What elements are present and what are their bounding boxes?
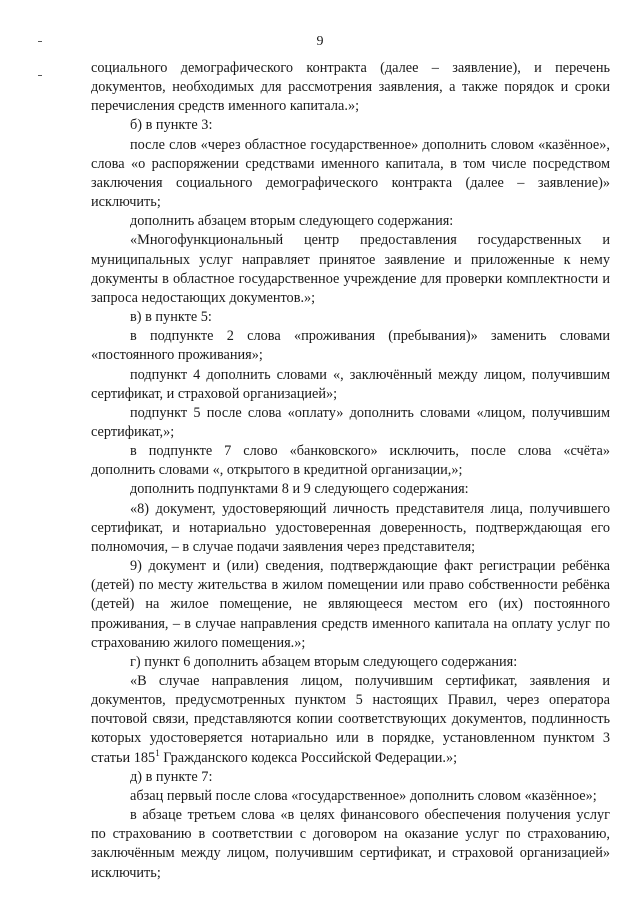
paragraph <box>91 672 610 768</box>
paragraph: в) в пункте 5: <box>130 309 212 326</box>
scan-mark <box>38 75 42 76</box>
paragraph: «8) документ, удостоверяющий личность представителя лица, получившего сертификат, и нотариально удостоверенная доверенность, подтверждающая его полномочия, – в случае подачи заявления через представителя; <box>91 500 610 555</box>
paragraph: социального демографического контракта (далее – заявление), и перечень документов, необходимых для рассмотрения заявления, а также порядок и сроки перечисления средств именного капитала.»; <box>91 60 610 115</box>
paragraph: дополнить подпунктами 8 и 9 следующего содержания: <box>130 481 469 498</box>
paragraph: 9) документ и (или) сведения, подтверждающие факт регистрации ребёнка (детей) по месту жительства в жилом помещении или право собственности ребёнка (детей) на жилое помещение, не являющееся местом его (их) постоянного проживания, – в случае направления средств именного капитала на оплату услуг по страхованию жилого помещения.»; <box>91 558 610 651</box>
page-number: 9 <box>316 34 324 49</box>
paragraph: в абзаце третьем слова «в целях финансового обеспечения получения услуг по страхованию в соответствии с договором на оказание услуг по страхованию, заключённым между лицом, получившим сертификат, и страховой организацией» исключить; <box>91 807 610 881</box>
paragraph: в подпункте 2 слова «проживания (пребывания)» заменить словами «постоянного проживания»; <box>91 328 610 364</box>
document-body <box>91 59 610 883</box>
paragraph: подпункт 5 после слова «оплату» дополнить словами «лицом, получившим сертификат,»; <box>91 404 610 440</box>
paragraph: д) в пункте 7: <box>130 768 213 785</box>
paragraph: подпункт 4 дополнить словами «, заключённый между лицом, получившим сертификат, и страховой организацией»; <box>91 366 610 402</box>
paragraph: дополнить абзацем вторым следующего содержания: <box>130 213 454 230</box>
paragraph: абзац первый после слова «государственное» дополнить словом «казённое»; <box>130 787 597 804</box>
paragraph: «Многофункциональный центр предоставления государственных и муниципальных услуг направляет принятое заявление и приложенные к нему документы в областное государственное учреждение для проверки комплектности и запроса недостающих документов.»; <box>91 232 610 306</box>
superscript: 1 <box>155 747 160 758</box>
paragraph: б) в пункте 3: <box>130 117 213 134</box>
paragraph: в подпункте 7 слово «банковского» исключить, после слова «счёта» дополнить словами «, открытого в кредитной организации,»; <box>91 443 610 479</box>
paragraph-text: «В случае направления лицом, получившим сертификат, заявления и документов, предусмотренных пунктом 5 настоящих Правил, через оператора почтовой связи, представляются копии соответствующих документов, подлинность которых удостоверяется нотариально или в порядке, установленном пунктом 3 статьи 185 <box>91 673 610 766</box>
paragraph-text-continued: Гражданского кодекса Российской Федерации.»; <box>159 749 458 766</box>
paragraph: г) пункт 6 дополнить абзацем вторым следующего содержания: <box>130 653 518 670</box>
paragraph: после слов «через областное государственное» дополнить словом «казённое», слова «о распоряжении средствами именного капитала, в том числе посредством заключения социального демографического контракта (далее – заявление)» исключить; <box>91 136 610 211</box>
